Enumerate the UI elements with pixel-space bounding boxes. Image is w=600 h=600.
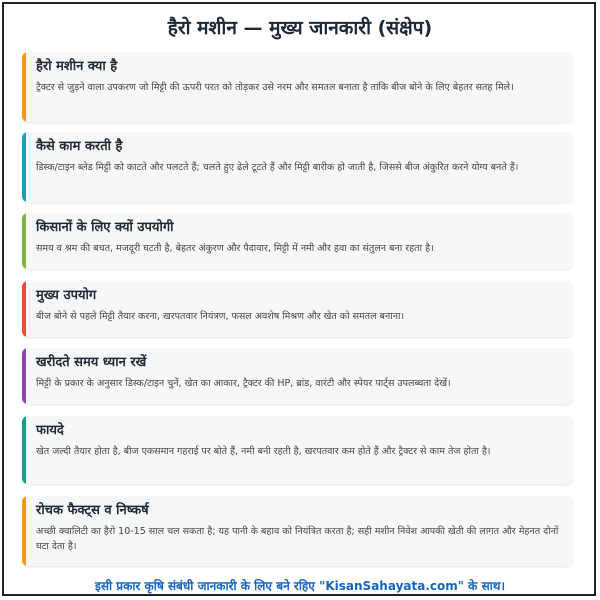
card-text: खेत जल्दी तैयार होता है, बीज एकसमान गहराई पर बोते हैं, नमी बनी रहती है, खरपतवार कम होते हैं और ट्रैक्टर से काम तेज होता है। bbox=[36, 446, 491, 457]
card-accent-bar bbox=[22, 52, 26, 122]
card-main-uses bbox=[22, 281, 573, 337]
card-heading: मुख्य उपयोग bbox=[36, 288, 97, 303]
card-heading: किसानों के लिए क्यों उपयोगी bbox=[36, 220, 174, 235]
card-accent-bar bbox=[22, 213, 26, 269]
card-accent-bar bbox=[22, 496, 26, 566]
card-heading: हैरो मशीन क्या है bbox=[36, 59, 118, 74]
card-accent-bar bbox=[22, 132, 26, 202]
card-benefits bbox=[22, 416, 573, 484]
card-why-useful bbox=[22, 213, 573, 269]
card-text: समय व श्रम की बचत, मजदूरी घटती है, बेहतर अंकुरण और पैदावार, मिट्टी में नमी और हवा का संतुलन बना रहता है। bbox=[36, 243, 434, 254]
footer-note: इसी प्रकार कृषि संबंधी जानकारी के लिए बने रहिए "KisanSahayata.com" के साथ। bbox=[94, 579, 506, 593]
card-heading: खरीदते समय ध्यान रखें bbox=[36, 355, 147, 370]
card-how-it-works bbox=[22, 132, 573, 202]
card-text: अच्छी क्वालिटी का हैरो 10-15 साल चल सकता है; यह पानी के बहाव को नियंत्रित करता है; सही मशीन निवेश आपकी खेती की लागत और मेहनत दोनों घटा देता है। bbox=[36, 526, 559, 552]
card-heading: रोचक फैक्ट्स व निष्कर्ष bbox=[36, 503, 149, 518]
card-heading: कैसे काम करती है bbox=[36, 139, 123, 154]
card-accent-bar bbox=[22, 348, 26, 404]
card-what-is-harrow bbox=[22, 52, 573, 122]
card-buying-tips bbox=[22, 348, 573, 404]
card-accent-bar bbox=[22, 281, 26, 337]
card-heading: फायदे bbox=[36, 423, 64, 438]
card-facts-conclusion bbox=[22, 496, 573, 566]
card-text: ट्रैक्टर से जुड़ने वाला उपकरण जो मिट्टी की ऊपरी परत को तोड़कर उसे नरम और समतल बनाता है ताकि बीज बोने के लिए बेहतर सतह मिले। bbox=[36, 82, 514, 93]
card-text: डिस्क/टाइन ब्लेड मिट्टी को काटते और पलटते हैं; चलते हुए ढेले टूटते हैं और मिट्टी बारीक हो जाती है, जिससे बीज अंकुरित करने योग्य बनते हैं। bbox=[36, 162, 519, 173]
card-accent-bar bbox=[22, 416, 26, 484]
page-title: हैरो मशीन — मुख्य जानकारी (संक्षेप) bbox=[167, 17, 433, 39]
card-text: बीज बोने से पहले मिट्टी तैयार करना, खरपतवार नियंत्रण, फसल अवशेष मिश्रण और खेत को समतल बनाना। bbox=[36, 311, 405, 322]
card-text: मिट्टी के प्रकार के अनुसार डिस्क/टाइन चुनें, खेत का आकार, ट्रैक्टर की HP, ब्रांड, वारंटी और स्पेयर पार्ट्स उपलब्धता देखें। bbox=[36, 378, 451, 389]
